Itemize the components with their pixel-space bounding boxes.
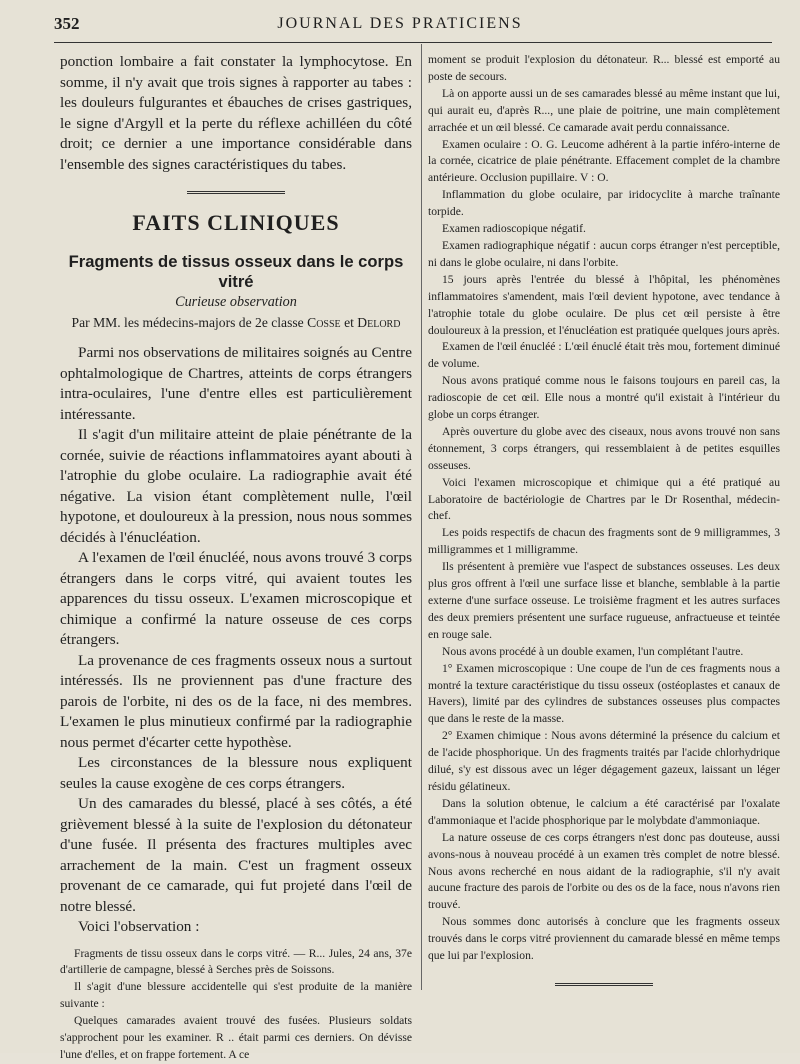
- section-divider: [187, 191, 285, 196]
- end-divider: [555, 983, 653, 988]
- author-name: Delord: [357, 315, 401, 330]
- observation-paragraph: Examen oculaire : O. G. Leucome adhérent à la partie inféro-interne de la cornée, cicatrice de plaie pénétrante. Effacement complet de la chambre antérieure. Occlusion pupillaire. V : O.: [428, 137, 780, 185]
- observation-paragraph: La nature osseuse de ces corps étrangers n'est donc pas douteuse, aussi avons-nous à nouveau procédé à un examen très complet de notre blessé. Nous avons recherché en nous aidant de la radiographie, s'il n'y avait aucune fracture des parois de l'orbite ou des os de la face, nous n'avons rien trouvé.: [428, 830, 780, 912]
- author-name: Cosse: [307, 315, 341, 330]
- byline-and: et: [344, 315, 354, 330]
- observation-paragraph: Inflammation du globe oculaire, par iridocyclite à marche traînante torpide.: [428, 188, 780, 219]
- intro-paragraph: ponction lombaire a fait constater la lymphocytose. En somme, il n'y avait que trois signes à rapporter au tabes : les douleurs fulgurantes et ébauches de crises gastriques, le signe d'Argyll et la perte du réflexe achilléen du côté droit; ce dernier a une importance considérable dans l'ensemble des signes caractéristiques du tabes.: [60, 53, 412, 173]
- body-paragraph: La provenance de ces fragments osseux nous a surtout intéressés. Ils ne proviennent pas d'une fracture des parois de l'orbite, ni des os de la face, ni des membres. L'examen le plus minutieux confirmé par la radiographie nous permet d'écarter cette hypothèse.: [60, 651, 412, 751]
- observation-paragraph: Les poids respectifs de chacun des fragments sont de 9 milligrammes, 3 milligrammes et 1 milligramme.: [428, 526, 780, 557]
- observation-paragraph: Il s'agit d'une blessure accidentelle qui s'est produite de la manière suivante :: [60, 980, 412, 1011]
- body-paragraph: A l'examen de l'œil énucléé, nous avons trouvé 3 corps étrangers dans le corps vitré, qui avaient toutes les apparences du tissu osseux. L'examen microscopique et chimique a confirmé la nature osseuse de ces corps étrangers.: [60, 549, 412, 648]
- observation-paragraph: Quelques camarades avaient trouvé des fusées. Plusieurs soldats s'approchent pour les examiner. R .. était parmi ces derniers. On dévisse l'une d'elles, et on frappe fortement. A ce: [60, 1014, 412, 1061]
- observation-paragraph: Nous avons pratiqué comme nous le faisons toujours en pareil cas, la radioscopie de cet œil. Elle nous a montré qu'il existait à l'intérieur du globe un corps étranger.: [428, 374, 780, 422]
- observation-paragraph: Après ouverture du globe avec des ciseaux, nous avons trouvé non sans étonnement, 3 corps étrangers, qui ressemblaient à de petites esquilles osseuses.: [428, 424, 780, 472]
- observation-paragraph: Examen de l'œil énucléé : L'œil énuclé était très mou, fortement diminué de volume.: [428, 340, 780, 371]
- observation-paragraph: Examen radioscopique négatif.: [442, 222, 586, 236]
- running-head: [0, 12, 800, 38]
- article-title: Fragments de tissus osseux dans le corps vitré: [68, 252, 404, 291]
- body-paragraph: Il s'agit d'un militaire atteint de plaie pénétrante de la cornée, suivie de réactions inflammatoires ayant abouti à l'atrophie du globe oculaire. La radiographie avait été négative. La vision étant complètement nulle, l'œil hypotone, et douloureux à la pression, nous nous sommes décidés à l'énucléation.: [60, 426, 412, 546]
- observation-paragraph: Nous sommes donc autorisés à conclure que les fragments osseux trouvés dans le corps vitré proviennent du camarade blessé en même temps que lui par l'explosion.: [428, 915, 780, 963]
- observation-paragraph: Dans la solution obtenue, le calcium a été caractérisé par l'oxalate d'ammoniaque et l'acide phosphorique par le molybdate d'ammoniaque.: [428, 796, 780, 827]
- observation-paragraph: 2° Examen chimique : Nous avons déterminé la présence du calcium et de l'acide phosphorique. Un des fragments traités par l'acide chlorhydrique dilué, s'y est dissous avec un léger dégagement gazeux, laissant un léger résidu gélatineux.: [428, 729, 780, 793]
- body-paragraph: Voici l'observation :: [78, 918, 200, 935]
- article-subtitle: Curieuse observation: [175, 294, 297, 310]
- observation-paragraph: Nous avons procédé à un double examen, l'un complétant l'autre.: [442, 644, 744, 658]
- observation-paragraph: Ils présentent à première vue l'aspect de substances osseuses. Les deux plus gros offrent à l'œil une surface lisse et blanche, semblable à la partie externe d'une surface osseuse. Le troisième fragment et les autres surfaces des deux premiers présentent une surface rugueuse, anfractueuse et teintée en rouge sale.: [428, 560, 780, 641]
- observation-paragraph: moment se produit l'explosion du détonateur. R... blessé est emporté au poste de secours.: [428, 53, 780, 83]
- body-paragraph: Les circonstances de la blessure nous expliquent seules la cause exogène de ces corps étrangers.: [60, 754, 412, 792]
- observation-paragraph: 15 jours après l'entrée du blessé à l'hôpital, les phénomènes inflammatoires s'amendent, mais l'œil devient hypotone, avec tendance à l'atrophie totale du globe oculaire. De plus cet œil persiste à être douloureux à la pression, et l'énucléation est pratiquée quelques jours après.: [428, 272, 780, 337]
- observation-paragraph: 1° Examen microscopique : Une coupe de l'un de ces fragments nous a montré la texture caractéristique du tissu osseux (ostéoplastes et canaux de Havers), limité par des cylindres de substances osseuses plus compactes que dans le reste de la masse.: [428, 661, 780, 726]
- observation-paragraph: Fragments de tissu osseux dans le corps vitré. — R... Jules, 24 ans, 37e d'artillerie de campagne, blessé à Serches près de Soissons.: [60, 946, 412, 977]
- section-title: FAITS CLINIQUES: [132, 210, 340, 235]
- byline: [60, 315, 412, 331]
- right-column: [428, 52, 780, 988]
- header-rule: [54, 42, 772, 43]
- column-divider: [421, 44, 422, 990]
- body-paragraph: Un des camarades du blessé, placé à ses côtés, a été grièvement blessé à la suite de l'explosion du détonateur d'une fusée. Il présenta des fractures multiples avec arrachement de la main. C'est un fragment osseux provenant de ce camarade, qui fut projeté dans l'œil de notre blessé.: [60, 795, 412, 915]
- spacer: [60, 938, 412, 946]
- observation-paragraph: Examen radiographique négatif : aucun corps étranger n'est perceptible, ni dans le globe oculaire, ni dans l'orbite.: [428, 238, 780, 269]
- byline-prefix: Par MM. les médecins-majors de 2e classe: [71, 315, 304, 330]
- left-column: [60, 52, 412, 1064]
- page-number: 352: [54, 14, 80, 33]
- body-paragraph: Parmi nos observations de militaires soignés au Centre ophtalmologique de Chartres, atteints de corps étrangers intra-oculaires, l'une d'entre elles est particulièrement intéressante.: [60, 344, 412, 423]
- observation-paragraph: Là on apporte aussi un de ses camarades blessé au même instant que lui, qui aurait eu, d'après R..., une plaie de poitrine, une main complètement arrachée et un œil blessé. Ce camarade avait perdu connaissance.: [428, 86, 780, 134]
- journal-title: JOURNAL DES PRATICIENS: [277, 15, 523, 32]
- observation-paragraph: Voici l'examen microscopique et chimique qui a été pratiqué au Laboratoire de bactériologie de Chartres par le Dr Rosenthal, médecin-chef.: [428, 475, 780, 523]
